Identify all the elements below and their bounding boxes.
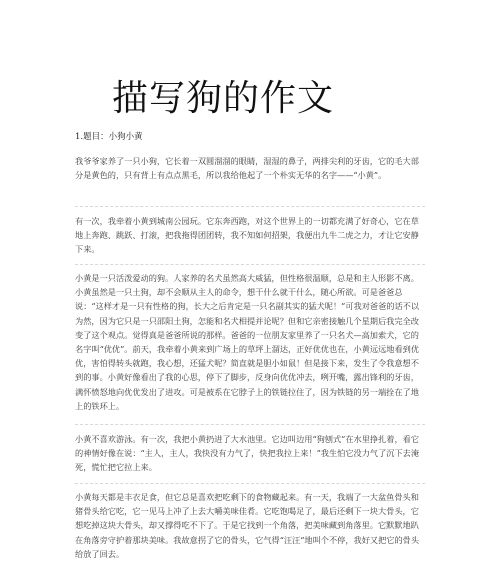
- divider: [75, 264, 425, 265]
- paragraph-3: 小黄是一只活泼爱动的狗。人家养的名犬虽然高大威猛，但性格很温顺，总是和主人形影不离。小黄虽然是一只土狗，却不会顺从主人的命令，想干什么就干什么，随心所欲。可是爸爸总说：“这样才是一只有性格的狗，长大之后肯定是一只名副其实的猛犬呢！”可我对爸爸的话不以为然，因为它只是一只邵阳土狗，怎能和名犬相提并论呢？但和它亲密接触几个星期后我完全改变了这个观点。觉得真是爸爸所说的那样。爸爸的一位朋友家里养了一只名犬—高加索犬，它的名字叫“优优”。前天，我牵着小黄来到广场上的草坪上溜达，正好优优也在，小黄远远地看到优优，害怕得转头就跑，我心想，还猛犬呢？简直就是胆小如鼠！但是接下来，发生了令我意想不到的事。小黄好像看出了我的心思，停下了脚步，反身向优优冲去，咧开嘴，露出锋利的牙齿，满怀愤怒地向优优发出了进攻。可是被系在它脖子上的铁链拉住了，因为铁链的另一端拴在了地上的铁环上。: [75, 273, 420, 411]
- paragraph-2: 有一次，我牵着小黄到城南公园玩。它东奔西跑，对这个世界上的一切都充满了好奇心，它在草地上奔跑、跳跃、打滚，把我拖得团团转，我不知如何招架，我便出九牛二虎之力，才让它安静下来。: [75, 216, 419, 255]
- essay-heading: 1.题目：小狗小黄: [75, 132, 143, 142]
- paragraph-1: 我爷爷家养了一只小狗，它长着一双圆溜溜的眼睛，湿湿的鼻子，两排尖利的牙齿，它的毛大部分是黄色的，只有背上有点点黑毛，所以我给他起了一个朴实无华的名字——“小黄”。: [75, 156, 419, 181]
- document-title: 描写狗的作文: [112, 78, 335, 119]
- divider: [75, 424, 425, 425]
- paragraph-5: 小黄每天都是丰衣足食，但它总是喜欢把吃剩下的食物藏起来。有一天，我端了一大盆鱼骨头和猪骨头给它吃，它一见马上冲了上去大嚼美味佳肴。它吃饱喝足了，最后还剩下一块大骨头，它想吃掉这块大骨头，却又撑得吃不下了。于是它找到一个角落，把美味藏到角落里。它默默地趴在角落旁守护着那块美味。我故意拐了它的骨头，它气得“汪汪“地叫个不停，我好又把它的骨头给放了回去。: [75, 492, 420, 559]
- divider: [75, 483, 425, 484]
- divider: [75, 206, 425, 207]
- paragraph-4: 小黄不喜欢游泳。有一次，我把小黄扔进了大水池里。它边叫边用“狗刨式”在水里挣扎着，看它的神情好像在说：“主人，主人，我快没有力气了，快把我拉上来！”我生怕它没力气了沉下去淹死，慌忙把它拉上来。: [75, 434, 420, 473]
